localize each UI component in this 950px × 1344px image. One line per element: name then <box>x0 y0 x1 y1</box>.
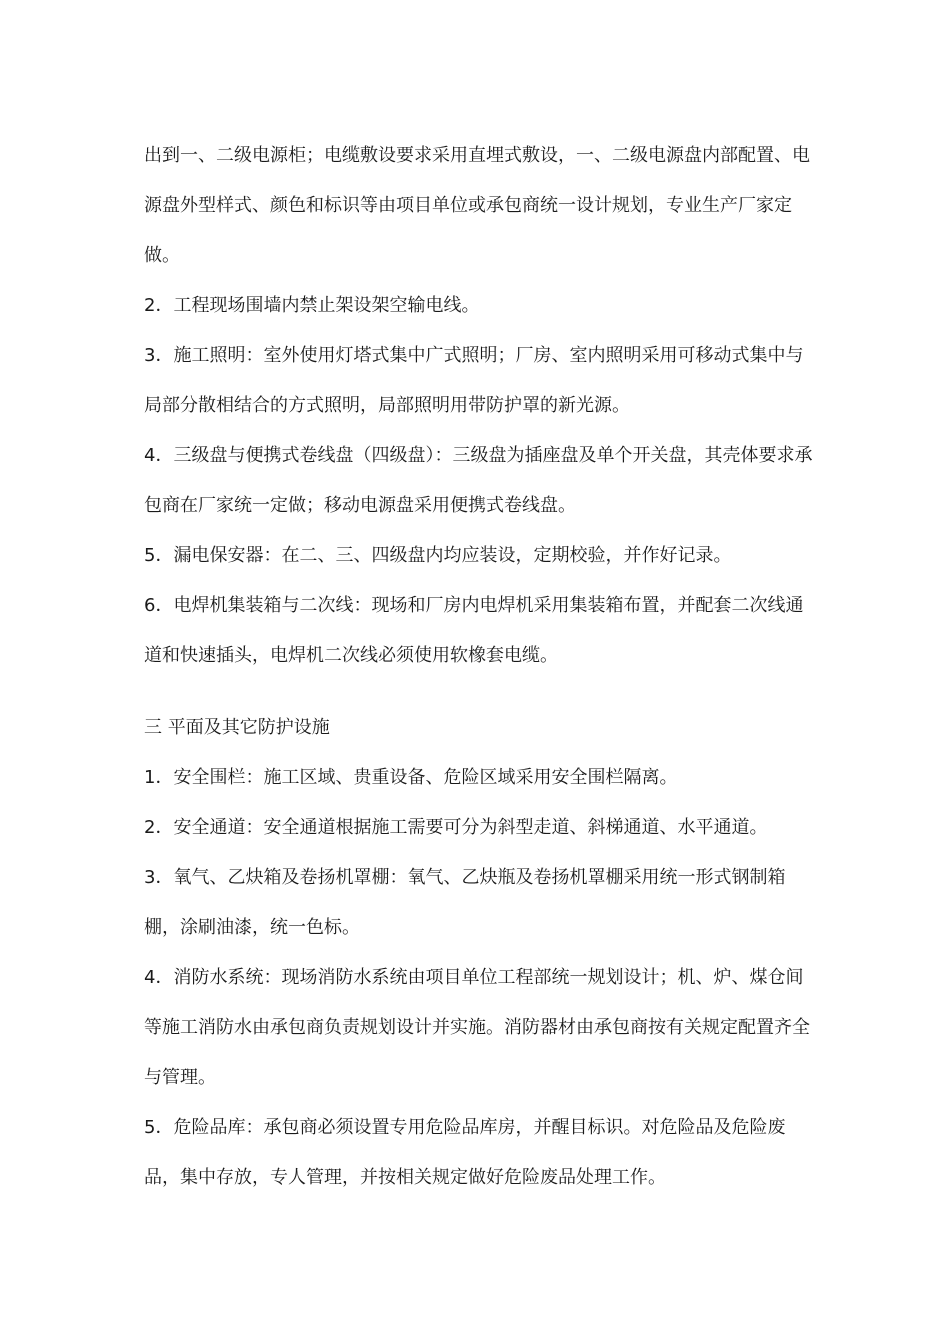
paragraph-item-3: 3．施工照明：室外使用灯塔式集中广式照明；厂房、室内照明采用可移动式集中与局部分散相结合的方式照明，局部照明用带防护罩的新光源。 <box>144 345 804 416</box>
document-body <box>144 131 816 1203</box>
section-item-1: 1．安全围栏：施工区域、贵重设备、危险区域采用安全围栏隔离。 <box>144 767 678 788</box>
paragraph-item-6: 6．电焊机集装箱与二次线：现场和厂房内电焊机采用集装箱布置，并配套二次线通道和快速插头，电焊机二次线必须使用软橡套电缆。 <box>144 595 804 666</box>
section-item-3: 3．氧气、乙炔箱及卷扬机罩棚：氧气、乙炔瓶及卷扬机罩棚采用统一形式钢制箱棚，涂刷油漆，统一色标。 <box>144 867 786 938</box>
section-item-5: 5．危险品库：承包商必须设置专用危险品库房，并醒目标识。对危险品及危险废品，集中存放，专人管理，并按相关规定做好危险废品处理工作。 <box>144 1117 786 1188</box>
section-item-2: 2．安全通道：安全通道根据施工需要可分为斜型走道、斜梯通道、水平通道。 <box>144 817 768 838</box>
paragraph-item-5: 5．漏电保安器：在二、三、四级盘内均应装设，定期校验，并作好记录。 <box>144 545 732 566</box>
paragraph-power-cabinet: 出到一、二级电源柜；电缆敷设要求采用直埋式敷设，一、二级电源盘内部配置、电源盘外型样式、颜色和标识等由项目单位或承包商统一设计规划，专业生产厂家定做。 <box>144 145 810 266</box>
section-heading: 三 平面及其它防护设施 <box>144 717 330 738</box>
section-item-4: 4．消防水系统：现场消防水系统由项目单位工程部统一规划设计；机、炉、煤仓间等施工消防水由承包商负责规划设计并实施。消防器材由承包商按有关规定配置齐全与管理。 <box>144 967 810 1088</box>
paragraph-item-4: 4．三级盘与便携式卷线盘（四级盘）：三级盘为插座盘及单个开关盘，其壳体要求承包商在厂家统一定做；移动电源盘采用便携式卷线盘。 <box>144 445 813 516</box>
paragraph-item-2: 2．工程现场围墙内禁止架设架空输电线。 <box>144 295 480 316</box>
